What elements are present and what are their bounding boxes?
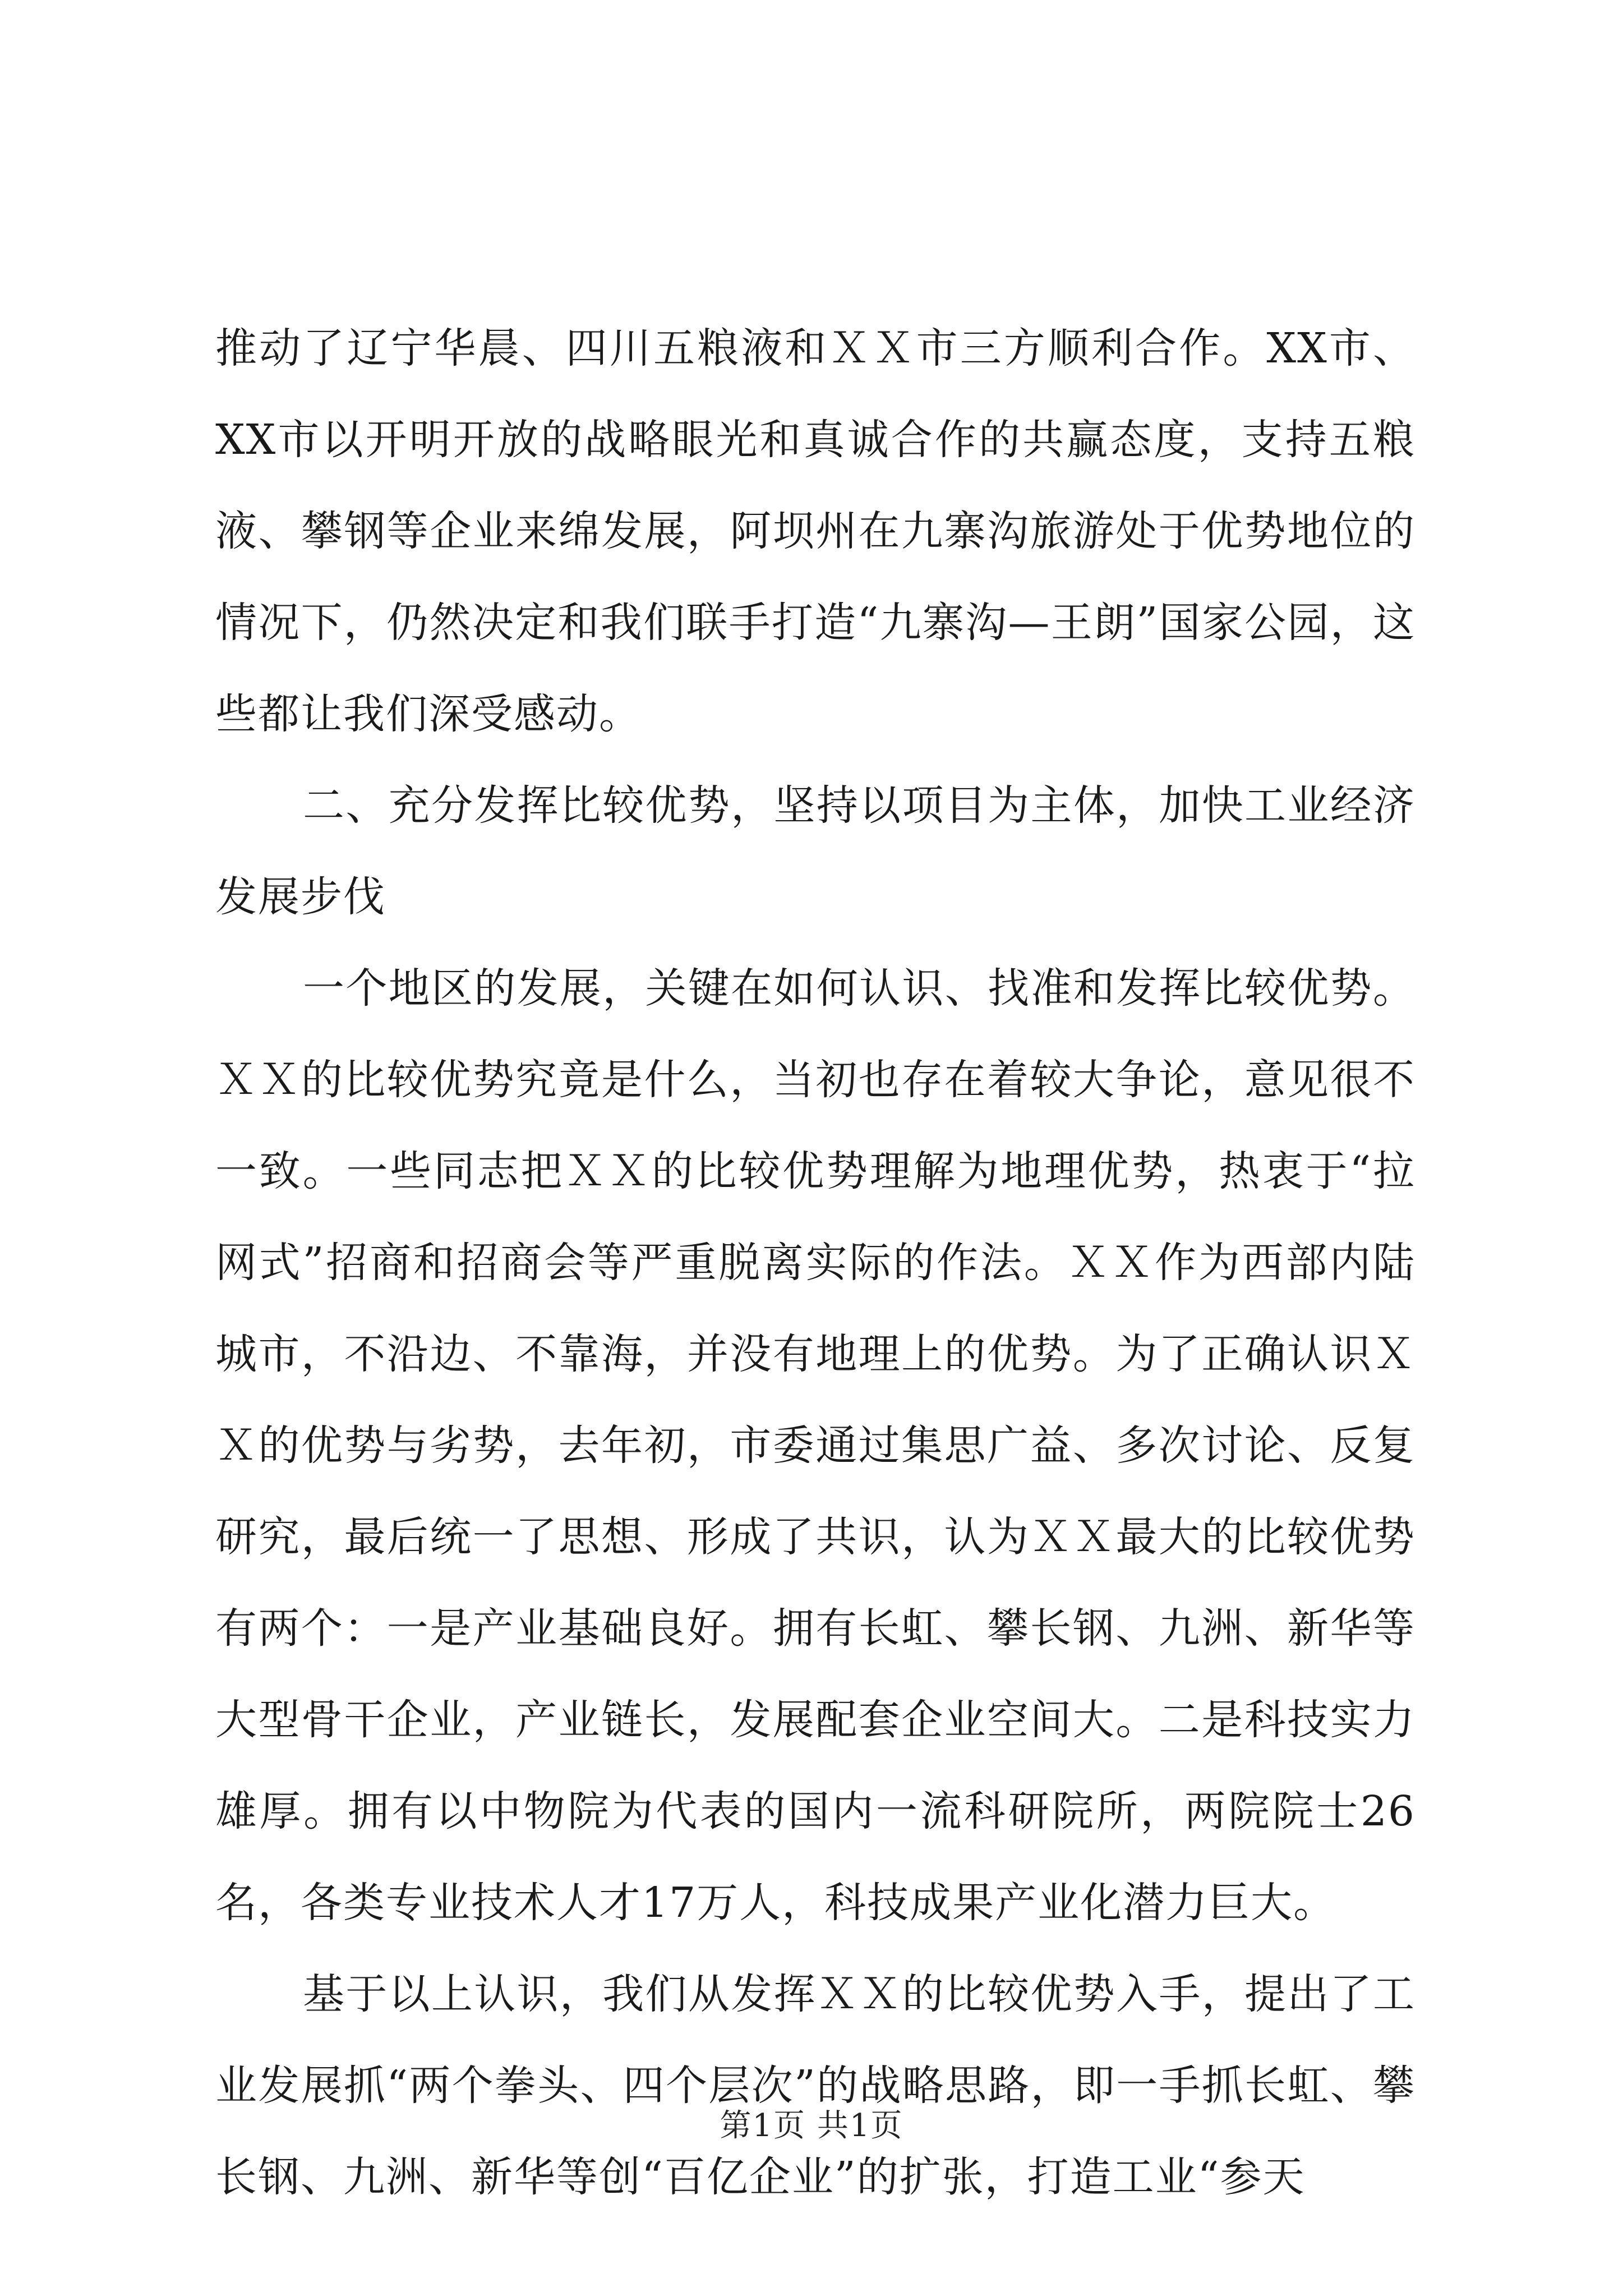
paragraph-continuation: 推动了辽宁华晨、四川五粮液和ＸＸ市三方顺利合作。XX市、XX市以开明开放的战略眼光和真诚合作的共赢态度，支持五粮液、攀钢等企业来绵发展，阿坝州在九寨沟旅游处于优势地位的情况下，仍然决定和我们联手打造“九寨沟—王朗”国家公园，这些都让我们深受感动。 xyxy=(215,324,1415,738)
page-number-label: 第1页 共1页 xyxy=(720,2108,903,2144)
page-footer xyxy=(0,2106,1623,2146)
paragraph-comparative-advantage: 一个地区的发展，关键在如何认识、找准和发挥比较优势。ＸＸ的比较优势究竟是什么，当初也存在着较大争论，意见很不一致。一些同志把ＸＸ的比较优势理解为地理优势，热衷于“拉网式”招商和招商会等严重脱离实际的作法。ＸＸ作为西部内陆城市，不沿边、不靠海，并没有地理上的优势。为了正确认识ＸＸ的优势与劣势，去年初，市委通过集思广益、多次讨论、反复研究，最后统一了思想、形成了共识，认为ＸＸ最大的比较优势有两个：一是产业基础良好。拥有长虹、攀长钢、九洲、新华等大型骨干企业，产业链长，发展配套企业空间大。二是科技实力雄厚。拥有以中物院为代表的国内一流科研院所，两院院士26名，各类专业技术人才17万人，科技成果产业化潜力巨大。 xyxy=(215,964,1415,1927)
document-body xyxy=(215,303,1415,2223)
paragraph-strategy: 基于以上认识，我们从发挥ＸＸ的比较优势入手，提出了工业发展抓“两个拳头、四个层次”的战略思路，即一手抓长虹、攀长钢、九洲、新华等创“百亿企业”的扩张，打造工业“参天 xyxy=(215,1970,1415,2201)
section-heading-two: 二、充分发挥比较优势，坚持以项目为主体，加快工业经济发展步伐 xyxy=(215,781,1415,921)
